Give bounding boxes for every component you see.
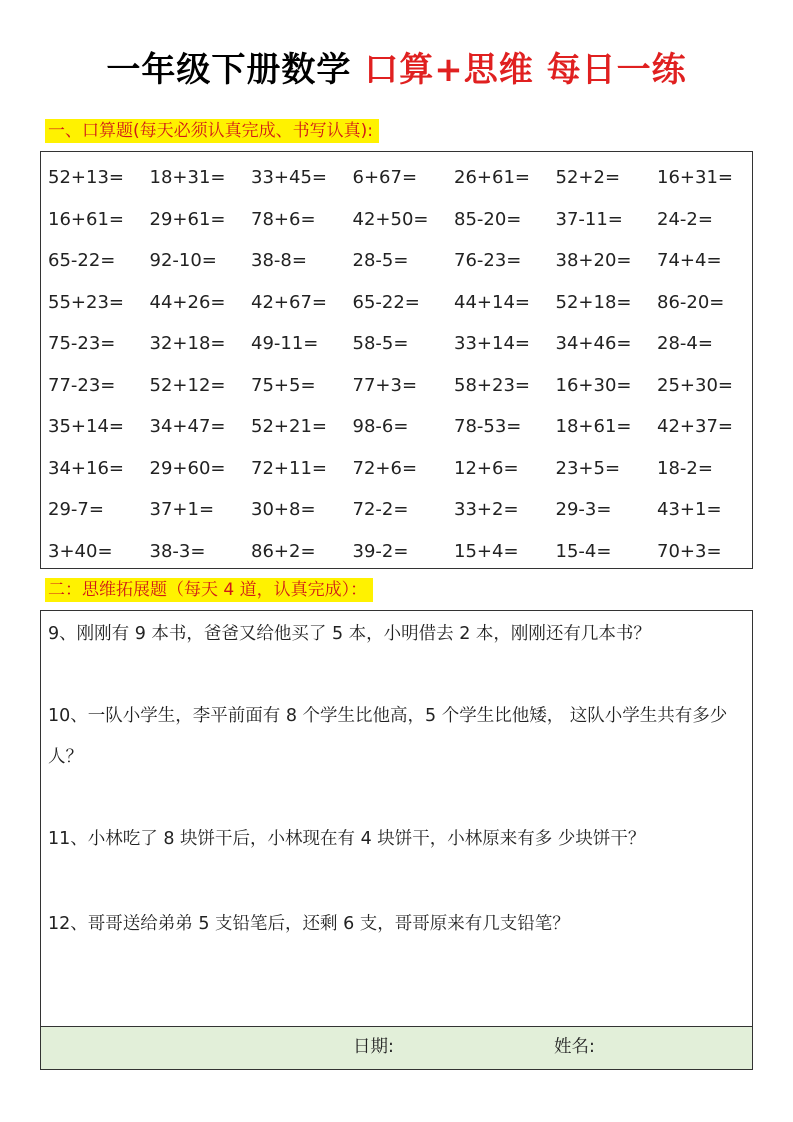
calc-problem: 18-2= xyxy=(657,457,713,479)
calc-problem: 92-10= xyxy=(149,250,217,271)
calc-problem: 72+11= xyxy=(251,457,327,479)
calc-problem: 78-53= xyxy=(454,416,522,437)
calc-problem: 38-3= xyxy=(149,540,206,562)
calc-problem: 16+30= xyxy=(555,374,632,396)
calc-problem: 42+37= xyxy=(657,416,733,437)
calc-problem: 12+6= xyxy=(454,457,519,479)
calc-problem: 32+18= xyxy=(149,333,226,354)
calc-problem: 33+14= xyxy=(454,333,530,354)
section-mental-math-heading: 一、口算题(每天必须认真完成、书写认真): xyxy=(45,119,379,143)
calc-problem: 77+3= xyxy=(352,374,418,396)
calc-problem: 39-2= xyxy=(352,540,409,562)
calc-problem: 75-23= xyxy=(48,333,116,354)
calc-problem: 37+1= xyxy=(149,499,215,520)
calc-problem: 29-7= xyxy=(48,499,104,520)
date-field-label: 日期: xyxy=(353,1037,394,1057)
mental-math-box xyxy=(40,151,753,569)
calc-problem: 15-4= xyxy=(555,540,612,562)
calc-problem: 34+46= xyxy=(555,333,632,354)
calc-problem: 16+61= xyxy=(48,208,124,230)
calc-problem: 72+6= xyxy=(352,457,418,479)
word-problem-11: 11、小林吃了 8 块饼干后，小林现在有 4 块饼干，小林原来有多 少块饼干？ xyxy=(48,829,646,849)
calc-problem: 28-4= xyxy=(657,333,713,354)
calc-problem: 43+1= xyxy=(657,499,722,520)
calc-problem: 70+3= xyxy=(657,540,722,562)
footer-bar xyxy=(41,1026,752,1069)
calc-problem: 25+30= xyxy=(657,374,733,396)
calc-problem: 34+47= xyxy=(149,416,226,437)
calc-problem: 42+50= xyxy=(352,208,429,230)
calc-problem: 58+23= xyxy=(454,374,530,396)
calc-problem: 30+8= xyxy=(251,499,316,520)
calc-problem: 85-20= xyxy=(454,208,522,230)
calc-problem: 28-5= xyxy=(352,250,409,271)
calc-problem: 52+2= xyxy=(555,167,621,188)
calc-problem: 52+18= xyxy=(555,291,632,313)
calc-problem: 77-23= xyxy=(48,374,116,396)
thinking-problems-box xyxy=(40,610,753,1070)
calc-problem: 38-8= xyxy=(251,250,307,271)
calc-problem: 18+61= xyxy=(555,416,632,437)
title-practice-type: 口算+思维 每日一练 xyxy=(364,50,687,90)
calc-problem: 33+45= xyxy=(251,167,327,188)
name-field-label: 姓名: xyxy=(554,1037,595,1057)
calc-problem: 98-6= xyxy=(352,416,409,437)
calc-problem: 75+5= xyxy=(251,374,316,396)
calc-problem: 33+2= xyxy=(454,499,519,520)
calc-problem: 58-5= xyxy=(352,333,409,354)
calc-problem: 18+31= xyxy=(149,167,226,188)
calc-problem: 16+31= xyxy=(657,167,733,188)
section-thinking-heading: 二：思维拓展题（每天 4 道，认真完成）： xyxy=(45,578,373,602)
calc-problem: 24-2= xyxy=(657,208,713,230)
calc-problem: 52+21= xyxy=(251,416,327,437)
calc-problem: 52+12= xyxy=(149,374,226,396)
calc-problem: 49-11= xyxy=(251,333,319,354)
calc-problem: 26+61= xyxy=(454,167,530,188)
calc-problem: 86+2= xyxy=(251,540,316,562)
calc-problem: 15+4= xyxy=(454,540,519,562)
calc-problem: 86-20= xyxy=(657,291,725,313)
calc-problem: 78+6= xyxy=(251,208,316,230)
calc-problem: 52+13= xyxy=(48,167,124,188)
calc-problem: 34+16= xyxy=(48,457,124,479)
calc-problem: 76-23= xyxy=(454,250,522,271)
mental-math-grid xyxy=(48,157,759,572)
calc-problem: 72-2= xyxy=(352,499,409,520)
word-problem-12: 12、哥哥送给弟弟 5 支铅笔后，还剩 6 支，哥哥原来有几支铅笔？ xyxy=(48,914,570,934)
worksheet-title xyxy=(0,42,793,91)
calc-problem: 37-11= xyxy=(555,208,623,230)
calc-problem: 55+23= xyxy=(48,291,124,313)
calc-problem: 42+67= xyxy=(251,291,327,313)
calc-problem: 74+4= xyxy=(657,250,722,271)
calc-problem: 65-22= xyxy=(48,250,116,271)
calc-problem: 29-3= xyxy=(555,499,612,520)
calc-problem: 44+26= xyxy=(149,291,226,313)
calc-problem: 3+40= xyxy=(48,540,113,562)
title-grade-subject: 一年级下册数学 xyxy=(106,50,352,90)
calc-problem: 29+60= xyxy=(149,457,226,479)
calc-problem: 44+14= xyxy=(454,291,530,313)
calc-problem: 35+14= xyxy=(48,416,124,437)
calc-problem: 38+20= xyxy=(555,250,632,271)
calc-problem: 23+5= xyxy=(555,457,621,479)
calc-problem: 65-22= xyxy=(352,291,420,313)
calc-problem: 29+61= xyxy=(149,208,226,230)
word-problem-10: 10、一队小学生，李平前面有 8 个学生比他高，5 个学生比他矮， 这队小学生共有多少人？ xyxy=(48,706,728,767)
word-problem-9: 9、刚刚有 9 本书，爸爸又给他买了 5 本，小明借去 2 本，刚刚还有几本书？ xyxy=(48,624,651,644)
calc-problem: 6+67= xyxy=(352,167,418,188)
